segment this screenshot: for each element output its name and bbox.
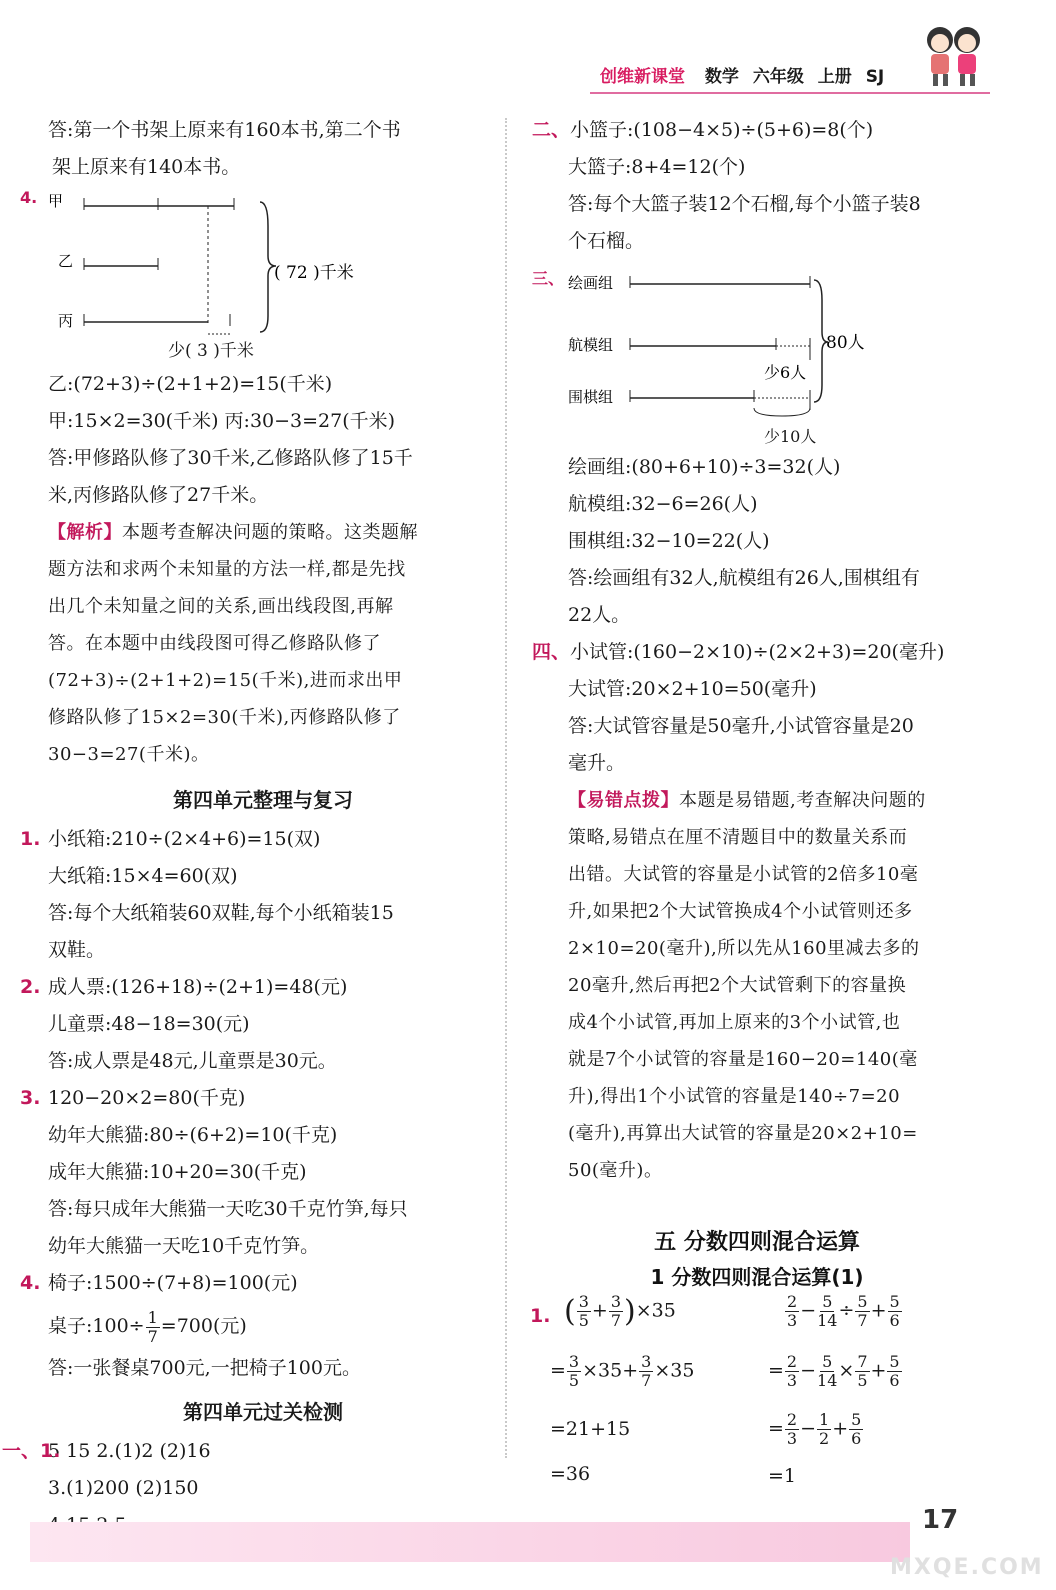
question-number: 1.	[530, 1305, 551, 1327]
volume: 上册	[817, 67, 852, 87]
fraction-computation	[532, 1293, 982, 1503]
answer-line: 5 15 2.(1)2 (2)16	[48, 1440, 211, 1462]
answer-line: 架上原来有140本书。	[52, 156, 241, 178]
answer-line: 3.(1)200 (2)150	[48, 1477, 199, 1499]
answer-line: 答:每个大纸箱装60双鞋,每个小纸箱装15	[48, 902, 394, 924]
lesson-title: 1 分数四则混合运算(1)	[650, 1265, 864, 1289]
note-text: 就是7个小试管的容量是160−20=140(毫	[568, 1049, 918, 1070]
note-text: 出几个未知量之间的关系,画出线段图,再解	[48, 596, 394, 617]
right-column	[532, 112, 982, 1503]
answer-line: 答:第一个书架上原来有160本书,第二个书	[48, 119, 401, 141]
section-title-review: 第四单元整理与复习	[173, 788, 353, 812]
label-yi: 乙	[58, 252, 74, 270]
solution-line: 绘画组:(80+6+10)÷3=32(人)	[568, 456, 841, 478]
line-segment-figure	[532, 260, 972, 425]
label-jia: 甲	[48, 192, 64, 210]
formula-text: 桌子:100÷	[48, 1315, 145, 1337]
answer-line: 答:每只成年大熊猫一天吃30千克竹笋,每只	[48, 1198, 408, 1220]
question-number: 4.	[20, 188, 38, 207]
note-text: 20毫升,然后再把2个大试管剩下的容量换	[568, 975, 907, 996]
edition: SJ	[865, 67, 885, 87]
expression-right-2: = $\frac{2}{3}$ − $\frac{5}{14}$ × $\frac{7}{5}$ + $\frac{5}{6}$	[768, 1352, 900, 1390]
note-text: 30−3=27(千米)。	[48, 744, 210, 765]
left-column	[2, 112, 478, 1544]
line-segment-figure	[48, 186, 448, 336]
note-text: 升,如果把2个大试管换成4个小试管则还多	[568, 901, 913, 922]
total-label: ( 72 )千米	[274, 263, 354, 283]
answer-line: 个石榴。	[568, 230, 645, 252]
note-text: 本题考查解决问题的策略。这类题解	[122, 522, 418, 543]
question-number: 4.	[20, 1272, 41, 1294]
solution-line: 小试管:(160−2×10)÷(2×2+3)=20(毫升)	[570, 641, 945, 663]
question-number: 三、	[532, 269, 565, 288]
solution-line: 围棋组:32−10=22(人)	[568, 530, 770, 552]
less-label: 少( 3 )千米	[168, 341, 254, 361]
answer-line: 22人。	[568, 604, 631, 626]
formula-text: =700(元)	[160, 1315, 247, 1337]
chapter-title: 五 分数四则混合运算	[654, 1230, 860, 1255]
footer-band	[30, 1522, 910, 1562]
note-text: (毫升),再算出大试管的容量是20×2+10=	[568, 1123, 918, 1144]
solution-line: 乙:(72+3)÷(2+1+2)=15(千米)	[48, 373, 333, 395]
answer-line: 毫升。	[568, 752, 626, 774]
question-number: 3.	[20, 1087, 41, 1109]
tip-note	[532, 782, 982, 819]
expression-right-3: = $\frac{2}{3}$ − $\frac{1}{2}$ + $\frac{5}{6}$	[768, 1410, 862, 1448]
expression-right-1: $\frac{2}{3}$ − $\frac{5}{14}$ ÷ $\frac{5}{7}$ + $\frac{5}{6}$	[787, 1292, 900, 1330]
segment-diagram-q4	[20, 186, 478, 336]
solution-line: 成年大熊猫:10+20=30(千克)	[48, 1161, 307, 1183]
answer-line: 答:一张餐桌700元,一把椅子100元。	[48, 1357, 361, 1379]
watermark: MXQE.COM	[890, 1555, 1044, 1580]
answer-line: 答:成人票是48元,儿童票是30元。	[48, 1050, 337, 1072]
label-group2: 航模组	[568, 336, 614, 354]
note-text: 答。在本题中由线段图可得乙修路队修了	[48, 633, 381, 654]
page-number: 17	[922, 1505, 959, 1535]
less10-label: 少10人	[764, 427, 817, 446]
answer-line: 双鞋。	[48, 939, 106, 961]
column-divider	[505, 118, 508, 1458]
note-text: 本题是易错题,考查解决问题的	[679, 790, 926, 811]
brand-name: 创维新课堂	[600, 67, 685, 87]
answer-line: 答:每个大篮子装12个石榴,每个小篮子装8	[568, 193, 921, 215]
question-number: 一、1.	[2, 1440, 61, 1462]
expression-left-3: =21+15	[550, 1418, 631, 1440]
note-text: 出错。大试管的容量是小试管的2倍多10毫	[568, 864, 919, 885]
solution-line: 大篮子:8+4=12(个)	[568, 156, 746, 178]
header-rule	[590, 92, 990, 94]
solution-line: 大纸箱:15×4=60(双)	[48, 865, 238, 887]
expression-left-4: =36	[550, 1463, 591, 1485]
section-title-test: 第四单元过关检测	[183, 1400, 343, 1424]
grade: 六年级	[752, 67, 804, 87]
tip-tag: 【易错点拨】	[568, 790, 679, 811]
label-group1: 绘画组	[568, 274, 614, 292]
solution-line: 儿童票:48−18=30(元)	[48, 1013, 250, 1035]
expression-left-2: = $\frac{3}{5}$ ×35+ $\frac{3}{7}$ ×35	[550, 1352, 695, 1390]
solution-line: 甲:15×2=30(千米) 丙:30−3=27(千米)	[48, 410, 396, 432]
solution-line	[48, 1302, 478, 1350]
answer-line: 答:绘画组有32人,航模组有26人,围棋组有	[568, 567, 920, 589]
total-label: 80人	[826, 333, 865, 353]
solution-line: 椅子:1500÷(7+8)=100(元)	[48, 1272, 298, 1294]
answer-line: 幼年大熊猫一天吃10千克竹笋。	[48, 1235, 320, 1257]
solution-line: 成人票:(126+18)÷(2+1)=48(元)	[48, 976, 348, 998]
expression-right-4: =1	[768, 1465, 797, 1487]
solution-line: 幼年大熊猫:80÷(6+2)=10(千克)	[48, 1124, 338, 1146]
solution-line: 小篮子:(108−4×5)÷(5+6)=8(个)	[570, 119, 874, 141]
solution-line: 小纸箱:210÷(2×4+6)=15(双)	[48, 828, 321, 850]
less6-label: 少6人	[764, 363, 807, 382]
question-number: 二、	[532, 119, 571, 141]
answer-line: 答:大试管容量是50毫升,小试管容量是20	[568, 715, 914, 737]
segment-diagram-3	[532, 260, 982, 425]
label-bing: 丙	[58, 312, 74, 330]
note-text: 策略,易错点在厘不清题目中的数量关系而	[568, 827, 908, 848]
subject: 数学	[704, 67, 739, 87]
note-text: 2×10=20(毫升),所以先从160里减去多的	[568, 938, 920, 959]
label-group3: 围棋组	[568, 388, 614, 406]
expression-left-1: ( $\frac{3}{5}$ + $\frac{3}{7}$ )×35	[564, 1292, 676, 1330]
answer-line: 米,丙修路队修了27千米。	[48, 484, 269, 506]
analysis-note	[48, 514, 478, 551]
note-text: 修路队修了15×2=30(千米),丙修路队修了	[48, 707, 401, 728]
solution-line: 航模组:32−6=26(人)	[568, 493, 758, 515]
note-text: (72+3)÷(2+1+2)=15(千米),进而求出甲	[48, 670, 403, 691]
solution-line: 120−20×2=80(千克)	[48, 1087, 246, 1109]
question-number: 2.	[20, 976, 41, 998]
solution-line: 大试管:20×2+10=50(毫升)	[568, 678, 817, 700]
note-text: 题方法和求两个未知量的方法一样,都是先找	[48, 559, 406, 580]
cartoon-kids-icon	[915, 20, 995, 90]
answer-line: 答:甲修路队修了30千米,乙修路队修了15千	[48, 447, 413, 469]
note-text: 升),得出1个小试管的容量是140÷7=20	[568, 1086, 901, 1107]
note-text: 50(毫升)。	[568, 1160, 663, 1181]
note-text: 成4个小试管,再加上原来的3个小试管,也	[568, 1012, 901, 1033]
analysis-tag: 【解析】	[48, 522, 122, 543]
fraction: $\frac{1}{7}$	[147, 1307, 158, 1346]
running-header	[600, 62, 892, 87]
question-number: 1.	[20, 828, 41, 850]
question-number: 四、	[532, 641, 571, 663]
